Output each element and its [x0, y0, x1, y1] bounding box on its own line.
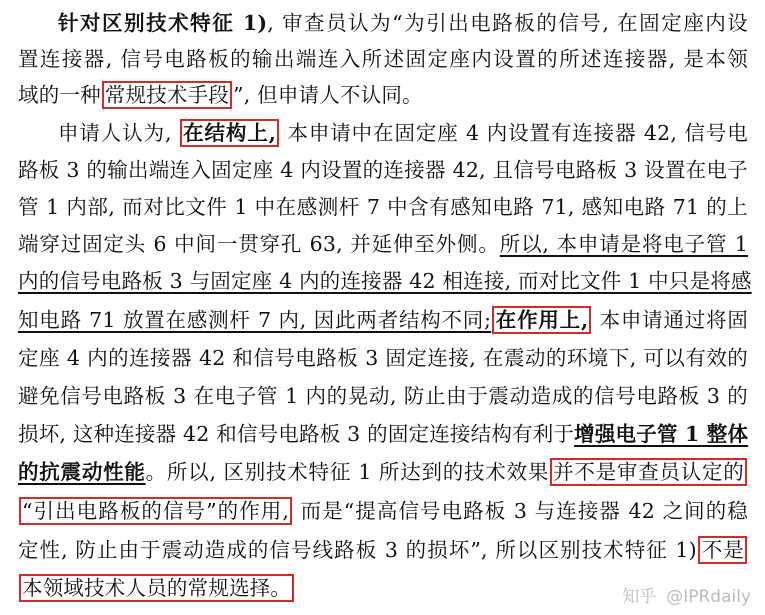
text-segment: 定性, 防止由于震动造成的信号线路板 3 的损坏”, 所以区别技术特征 1) — [18, 538, 697, 562]
watermark-handle: @IPRdaily — [666, 587, 751, 607]
text-segment: 本申请通过将固 — [592, 308, 749, 332]
underlined-text: 知电路 71 放置在感测杆 7 内, 因此两者结构不同; — [18, 308, 492, 332]
underlined-text: 内的信号电路板 3 与固定座 4 内的连接器 42 相连接, 而对比文件 1 中只是将感 — [18, 269, 752, 293]
text-segment: 针对区别技术特征 1) — [58, 11, 268, 35]
highlight-box: 本领域技术人员的常规选择。 — [19, 574, 294, 602]
text-segment: 本申请中在固定座 4 内设置有连接器 42, 信号电 — [280, 121, 748, 145]
text-segment: 避免信号电路板 3 在电子管 1 内的晃动, 防止由于震动造成的信号电路板 3 的 — [18, 384, 748, 408]
text-segment: 申请人认为, — [58, 121, 180, 145]
text-segment: ”, 但申请人不认同。 — [233, 83, 423, 107]
highlight-box: 并不是审查员认定的 — [550, 458, 747, 486]
text-segment: 域的一种 — [18, 83, 101, 107]
text-segment: 端穿过固定头 6 中间一贯穿孔 63, 并延伸至外侧。 — [18, 232, 500, 256]
text-line — [58, 115, 748, 151]
watermark — [622, 582, 751, 607]
underlined-text: 增强电子管 1 整体 — [574, 422, 749, 446]
text-line — [18, 454, 748, 490]
text-line — [18, 226, 748, 262]
text-line — [18, 263, 752, 299]
highlight-box: 在结构上, — [180, 119, 279, 147]
highlight-box: 不是 — [698, 536, 747, 564]
highlight-box: “引出电路板的信号”的作用, — [19, 497, 292, 525]
text-segment: 而是“提高信号电路板 3 与连接器 42 之间的稳 — [293, 499, 748, 523]
text-line — [18, 340, 748, 376]
text-line — [18, 77, 748, 113]
highlight-box: 常规技术手段 — [102, 81, 232, 109]
text-line — [18, 302, 748, 338]
watermark-brand: 知乎 — [622, 587, 657, 607]
text-line — [18, 378, 748, 414]
text-line — [58, 5, 748, 41]
text-line — [18, 532, 748, 568]
text-line — [18, 416, 748, 452]
highlight-box: 在作用上, — [492, 306, 591, 334]
text-segment: 。所以, 区别技术特征 1 所达到的技术效果 — [145, 460, 550, 484]
text-line — [18, 152, 748, 188]
text-line — [18, 189, 748, 225]
text-segment: 置连接器, 信号电路板的输出端连入所述固定座内设置的所述连接器, 是本领 — [18, 47, 748, 71]
underlined-text: 所以, 本申请是将电子管 1 — [499, 232, 748, 256]
text-line — [18, 41, 748, 77]
text-segment: 定座 4 内的连接器 42 和信号电路板 3 固定连接, 在震动的环境下, 可以有效的 — [18, 346, 748, 370]
text-segment: 损坏, 这种连接器 42 和信号电路板 3 的固定连接结构有利于 — [18, 422, 575, 446]
text-line — [18, 493, 748, 529]
text-segment: 路板 3 的输出端连入固定座 4 内设置的连接器 42, 且信号电路板 3 设置在电子 — [18, 158, 748, 182]
text-segment: 管 1 内部, 而对比文件 1 中在感测杆 7 中含有感知电路 71, 感知电路 71 的上 — [18, 195, 748, 219]
underlined-text: 的抗震动性能 — [18, 460, 146, 484]
text-segment: , 审查员认为“为引出电路板的信号, 在固定座内设 — [267, 11, 748, 35]
